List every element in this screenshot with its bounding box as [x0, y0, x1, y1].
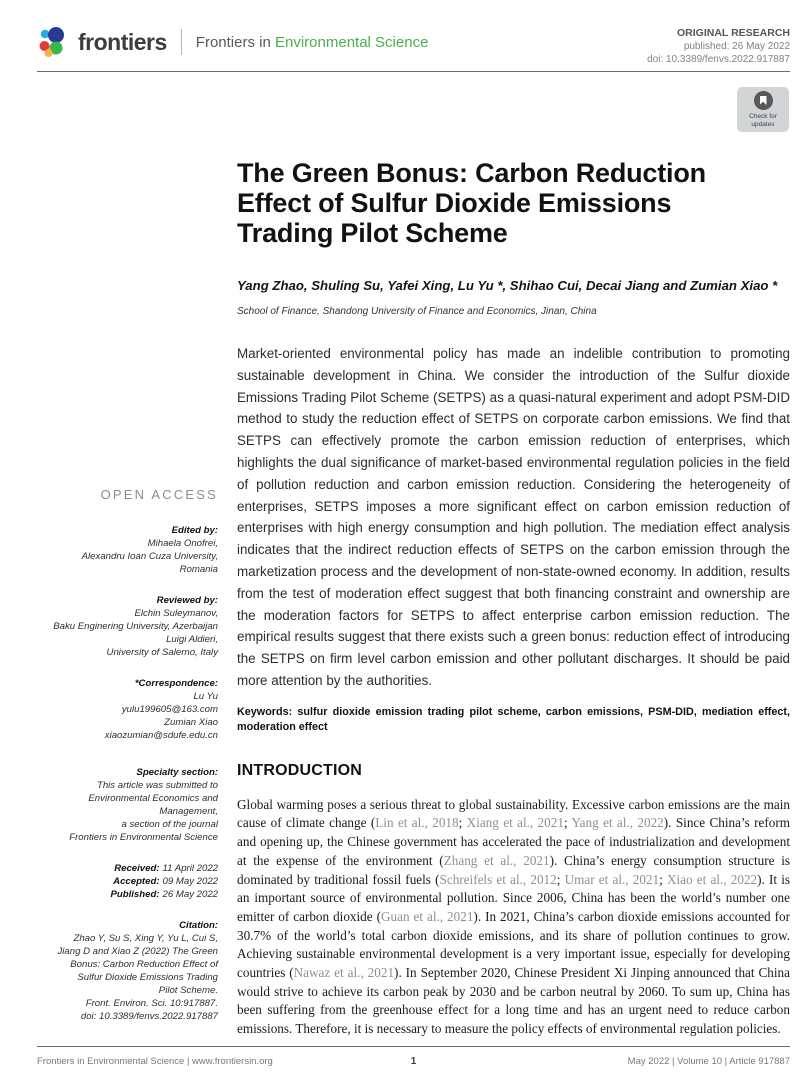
- header-divider: [37, 71, 790, 72]
- paragraph-text: ). China’s energy consumption structure is dominated by traditional fossil fuels (: [237, 852, 790, 887]
- page-number: 1: [410, 1056, 417, 1067]
- correspondence-emails[interactable]: Lu Yu yulu199605@163.com Zumian Xiao xiaozumian@sdufe.edu.cn: [104, 691, 218, 741]
- specialty-label: Specialty section:: [136, 767, 218, 778]
- paragraph-text: ). It is an important source of environmental pollution. Since 2006, China has been the world’s number one emitter of carbon dioxide (: [237, 871, 791, 924]
- citation-text: Zhao Y, Su S, Xing Y, Yu L, Cui S, Jiang D and Xiao Z (2022) The Green Bonus: Carbon Reduction Effect of Sulfur Dioxide Emissions Trading Pilot Scheme. Front. Environ. Sci. 10:917887. doi: 10.3389/fenvs.2022.917887: [57, 933, 218, 1022]
- dates-section: [37, 862, 218, 901]
- page-title: The Green Bonus: Carbon Reduction Effect of Sulfur Dioxide Emissions Trading Pilot Scheme: [237, 158, 706, 248]
- paragraph-text: Global warming poses a serious threat to global sustainability. Excessive carbon emissions are the main cause of climate change (: [237, 796, 790, 831]
- reviewed-by-label: Reviewed by:: [156, 595, 218, 606]
- citation-link[interactable]: Xiang et al., 2021: [466, 815, 564, 831]
- article-body: [237, 158, 790, 1052]
- publication-info: [647, 27, 790, 66]
- paragraph-text: ). In 2021, China’s carbon dioxide emissions accounted for 30.7% of the world’s total carbon dioxide emissions, and its share of pollution continues to grow. Achieving sustainable environmental development is a very important issue, especially for developing countries (: [237, 908, 790, 981]
- reviewed-by-section: [37, 594, 218, 659]
- citation-link[interactable]: Schreifels et al., 2012: [439, 871, 557, 887]
- edited-by-names: Mihaela Onofrei, Alexandru Ioan Cuza University, Romania: [81, 538, 218, 575]
- paragraph-text: ;: [556, 871, 565, 887]
- authors-line: Yang Zhao, Shuling Su, Yafei Xing, Lu Yu *, Shihao Cui, Decai Jiang and Zumian Xiao *: [237, 278, 778, 293]
- frontiers-wordmark: frontiers: [78, 28, 167, 55]
- paragraph-text: ). Since China’s reform and opening up, the Chinese government has accelerated the pace of industrialization and development at the expense of the environment (: [237, 815, 791, 868]
- specialty-text: This article was submitted to Environmental Economics and Management, a section of the journal Frontiers in Environmental Science: [69, 780, 218, 843]
- edited-by-label: Edited by:: [171, 525, 218, 536]
- paragraph-text: ;: [659, 871, 667, 887]
- specialty-section: [37, 766, 218, 844]
- citation-link[interactable]: Yang et al., 2022: [571, 815, 664, 831]
- citation-link[interactable]: Zhang et al., 2021: [443, 852, 550, 868]
- correspondence-section: [37, 677, 218, 742]
- journal-header: [38, 26, 428, 58]
- paragraph-text: ;: [563, 815, 572, 831]
- paragraph-text: ). In September 2020, Chinese President Xi Jinping announced that China would strive to achieve its carbon peak by 2030 and be carbon neutral by 2060. To sum up, China has been suffering from the greenhouse effect for a long time and has an urgent need to reduce carbon emissions. Therefore, it is necessary to measure the policy effects of environmental regulation policies.: [237, 965, 790, 1037]
- frontiers-logo-icon: [38, 26, 68, 58]
- bookmark-icon: [754, 91, 773, 110]
- doi-line[interactable]: doi: 10.3389/fenvs.2022.917887: [647, 54, 790, 65]
- article-type: ORIGINAL RESEARCH: [677, 27, 790, 39]
- citation-link[interactable]: Nawaz et al., 2021: [293, 965, 395, 981]
- keywords-line: Keywords: sulfur dioxide emission trading pilot scheme, carbon emissions, PSM-DID, mediation effect, moderation effect: [237, 705, 790, 733]
- journal-name: Environmental Science: [275, 33, 429, 51]
- reviewed-by-names: Elchin Suleymanov, Baku Enginering University, Azerbaijan Luigi Aldieri, University of Salerno, Italy: [53, 608, 218, 658]
- footer-journal-url[interactable]: Frontiers in Environmental Science | www.frontiersin.org: [37, 1056, 273, 1067]
- open-access-label: OPEN ACCESS: [100, 487, 218, 502]
- check-for-updates-badge[interactable]: [737, 87, 789, 132]
- article-meta-sidebar: [37, 488, 218, 1023]
- journal-title: [196, 34, 429, 51]
- footer-divider: [37, 1046, 790, 1047]
- citation-label: Citation:: [179, 920, 218, 931]
- correspondence-label: *Correspondence:: [134, 678, 218, 689]
- accepted-date: Accepted: 09 May 2022: [113, 876, 218, 887]
- citation-link[interactable]: Guan et al., 2021: [380, 908, 474, 924]
- citation-link[interactable]: Lin et al., 2018: [375, 815, 459, 831]
- citation-link[interactable]: Xiao et al., 2022: [666, 871, 758, 887]
- section-heading-introduction: INTRODUCTION: [237, 761, 363, 779]
- citation-link[interactable]: Umar et al., 2021: [564, 871, 660, 887]
- received-date: Received: 11 April 2022: [114, 863, 218, 874]
- badge-label: Check for updates: [749, 113, 777, 128]
- citation-section: [37, 919, 218, 1023]
- intro-paragraph: [237, 796, 790, 1039]
- affiliation-line: School of Finance, Shandong University of Finance and Economics, Jinan, China: [237, 306, 597, 317]
- journal-prefix: Frontiers in: [195, 33, 275, 51]
- edited-by-section: [37, 524, 218, 576]
- paragraph-text: ;: [458, 815, 467, 831]
- footer-issue-info: May 2022 | Volume 10 | Article 917887: [627, 1056, 790, 1067]
- published-date-row: Published: 26 May 2022: [110, 889, 218, 900]
- published-date: published: 26 May 2022: [683, 41, 790, 52]
- header-separator: [181, 29, 182, 55]
- abstract-text: Market-oriented environmental policy has made an indelible contribution to promoting sustainable development in China. We consider the introduction of the Sulfur dioxide Emissions Trading Pilot Scheme (SETPS) as a quasi-natural experiment and adopt PSM-DID method to study the reduction effect of SETPS on corporate carbon emissions. We find that SETPS can effectively promote the carbon emission reduction of enterprises, which highlights the dual significance of market-based environmental regulation policies in the field of pollution reduction and carbon emission reduction. Considering the heterogeneity of enterprises, SETPS imposes a more significant effect on carbon emission reduction of enterprises with high energy consumption and high pollution. The mediation effect analysis indicates that the indirect reduction effects of SETPS on the carbon emission through the marketization process and the development of non-state-owned economy. In addition, results from the test of moderation effect suggest that both financing constraint and ownership are the moderation factors for SETPS to affect enterprise carbon emission reduction. The empirical results suggest that there exists such a green bonus: reduction effect of introducing the SETPS on firm level carbon emission and other pollutant discharges. It should be paid more attention by the authorities.: [237, 346, 790, 688]
